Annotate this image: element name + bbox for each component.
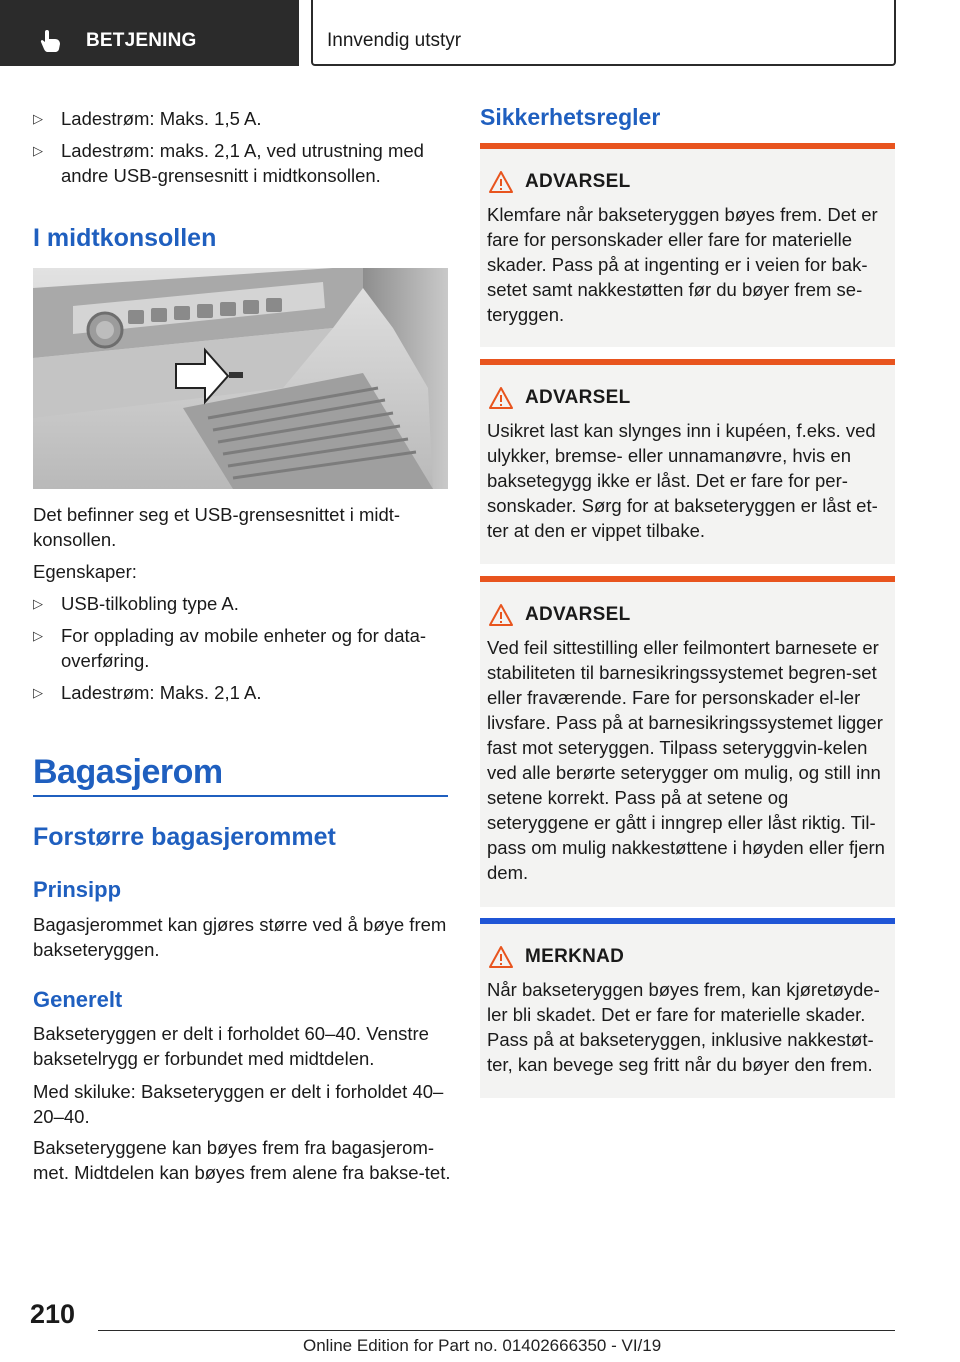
hand-pointer-icon	[38, 28, 64, 54]
heading-divider	[33, 795, 448, 797]
box-body: Klemfare når bakseteryggen bøyes frem. Det er fare for personskader eller fare for materielle skader. Pass på at ingenting er i veien for bak-setet samt nakkestøtten før du bøyer frem se-teryggen.	[487, 204, 878, 325]
warning-box	[480, 576, 895, 907]
notice-triangle-icon	[488, 945, 514, 969]
paragraph-generelt-2: Med skiluke: Bakseteryggen er delt i forholdet 40–20–40.	[33, 1081, 444, 1127]
warning-triangle-icon	[488, 386, 514, 410]
notice-box	[480, 918, 895, 1098]
triangle-bullet-icon: ▷	[33, 143, 43, 158]
paragraph-generelt-3: Bakseteryggene kan bøyes frem fra bagasjerom-met. Midtdelen kan bøyes frem alene fra bakse-tet.	[33, 1137, 451, 1183]
heading-prinsipp: Prinsipp	[33, 877, 122, 902]
section-tab	[0, 0, 299, 66]
heading-sikkerhetsregler: Sikkerhetsregler	[480, 104, 661, 130]
chapter-tab	[311, 0, 896, 66]
box-title: MERKNAD	[525, 946, 625, 967]
edition-text: Online Edition for Part no. 01402666350 - VI/19	[303, 1336, 662, 1355]
box-title: ADVARSEL	[525, 171, 631, 192]
warning-box	[480, 359, 895, 564]
paragraph-generelt-1: Bakseteryggen er delt i forholdet 60–40. Venstre baksetelrygg er forbundet med midtdelen.	[33, 1023, 429, 1069]
warning-bar	[480, 143, 895, 149]
console-photo	[33, 268, 448, 489]
warning-triangle-icon	[488, 603, 514, 627]
heading-forstorre: Forstørre bagasjerommet	[33, 823, 336, 851]
triangle-bullet-icon: ▷	[33, 111, 43, 126]
box-title: ADVARSEL	[525, 387, 631, 408]
footer-divider	[98, 1330, 895, 1331]
page-number: 210	[30, 1299, 76, 1329]
paragraph-prinsipp: Bagasjerommet kan gjøres større ved å bøye frem bakseteryggen.	[33, 914, 447, 960]
warning-bar	[480, 576, 895, 582]
section-label: BETJENING	[86, 30, 197, 51]
paragraph-egenskaper: Egenskaper:	[33, 561, 137, 582]
chapter-label: Innvendig utstyr	[327, 30, 462, 51]
triangle-bullet-icon: ▷	[33, 628, 43, 643]
box-body: Usikret last kan slynges inn i kupéen, f.eks. ved ulykker, bremse- eller unnamanøvre, hvis en baksetegygg ikke er låst. Det er fare for per-sonskader. Sørg for at bakseteryggen er låst et-ter at den er vippet tilbake.	[487, 420, 878, 541]
warning-triangle-icon	[488, 170, 514, 194]
center-console-illustration	[33, 268, 448, 489]
notice-bar	[480, 918, 895, 924]
triangle-bullet-icon: ▷	[33, 596, 43, 611]
box-title: ADVARSEL	[525, 604, 631, 625]
heading-midtkonsollen: I midtkonsollen	[33, 224, 217, 252]
paragraph-location: Det befinner seg et USB-grensesnittet i midt-konsollen.	[33, 504, 401, 550]
box-body: Når bakseteryggen bøyes frem, kan kjøretøyde-ler bli skadet. Det er fare for materielle skader. Pass på at bakseteryggen, inklusive nakkestøt-ter, kan bevege seg fritt når du bøyer den frem.	[487, 979, 880, 1075]
heading-generelt: Generelt	[33, 987, 123, 1012]
box-body: Ved feil sittestilling eller feilmontert barnesete er stabiliteten til barnesikringssystemet begren-set eller fraværende. Fare for personskader el-ler livsfare. Pass på at barnesikringssystemet ligger fast mot seteryggen. Tilpass seteryggvin-kelen ved alle berørte seterygger om mulig, og still inn setene korrekt. Pass på at setene og seteryggene er gått i inngrep eller låst riktig. Til-pass om mulig nakkestøttene i høyden eller fjern dem.	[487, 637, 885, 883]
warning-bar	[480, 359, 895, 365]
heading-bagasjerom: Bagasjerom	[33, 753, 223, 791]
triangle-bullet-icon: ▷	[33, 685, 43, 700]
warning-box	[480, 143, 895, 347]
